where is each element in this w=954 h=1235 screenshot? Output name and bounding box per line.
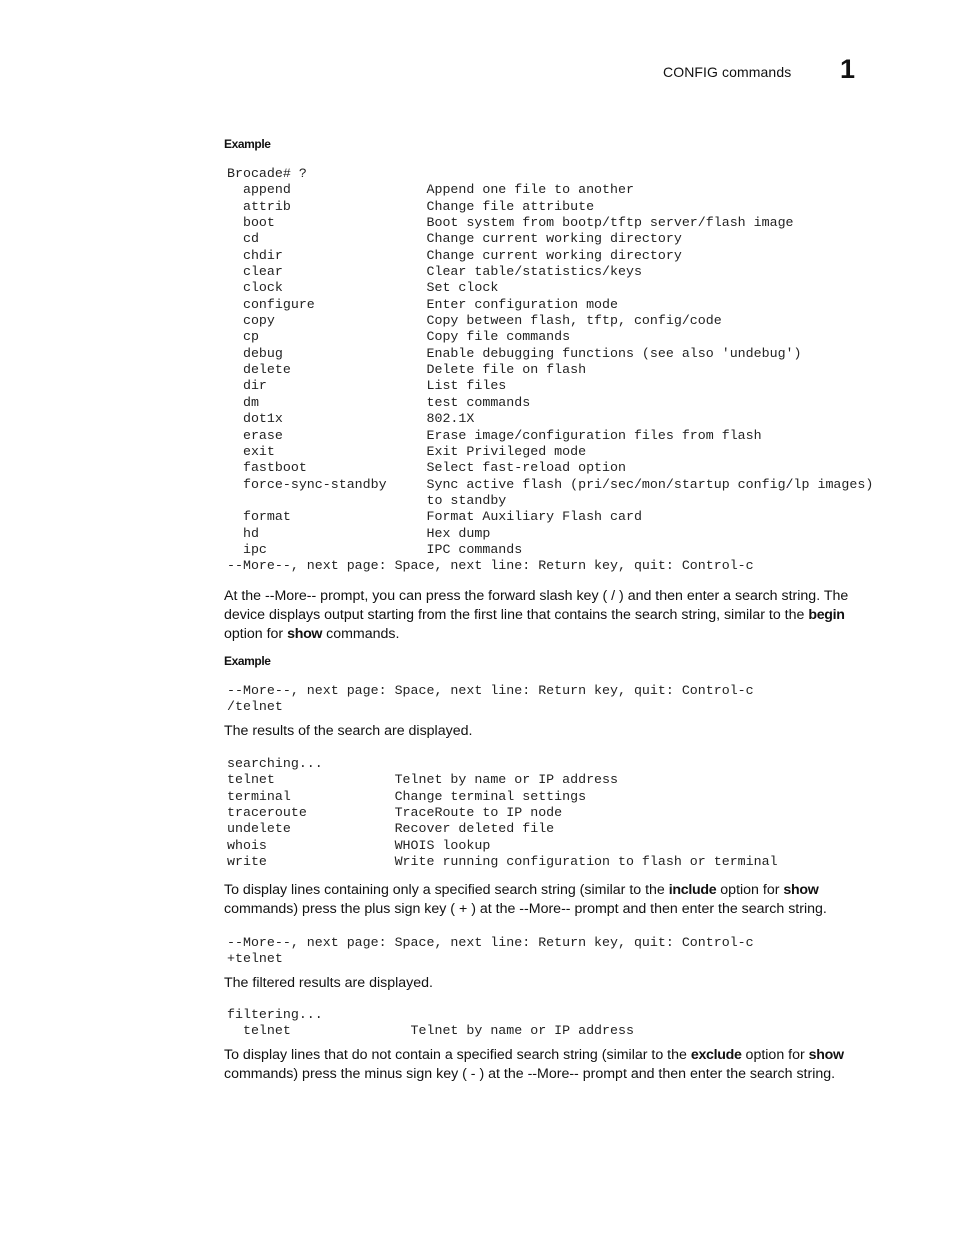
keyword-show: show — [287, 626, 323, 642]
keyword-exclude: exclude — [690, 1047, 742, 1063]
example-label: Example — [224, 654, 271, 668]
code-block-search-output: searching... telnet Telnet by name or IP address terminal Change terminal settings traceroute TraceRoute to IP node undelete Recover deleted file whois WHOIS lookup write Write running configuration to flash or terminal — [227, 756, 778, 870]
paragraph-plus-filter — [224, 881, 874, 919]
paragraph-text: To display lines containing only a specified search string (similar to the — [224, 882, 669, 898]
paragraph-text: option for — [224, 626, 288, 642]
code-block-filter-prompt: --More--, next page: Space, next line: Return key, quit: Control-c +telnet — [227, 935, 754, 967]
paragraph-text: commands) press the plus sign key ( + ) at the --More-- prompt and then enter the search string. — [224, 901, 827, 917]
paragraph-text: option for — [741, 1047, 809, 1063]
code-block-help-output: Brocade# ? append Append one file to another attrib Change file attribute boot Boot system from bootp/tftp server/flash image cd Change current working directory chdir Change current working directory clear Clear table/statistics/keys clock Set clock configure Enter configuration mode copy Copy between flash, tftp, config/code cp Copy file commands debug Enable debugging functions (see also 'undebug') delete Delete file on flash dir List files dm test commands dot1x 802.1X erase Erase image/configuration files from flash exit Exit Privileged mode fastboot Select fast-reload option force-sync-standby Sync active flash (pri/sec/mon/startup config/lp images) to standby format Format Auxiliary Flash card hd Hex dump ipc IPC commands --More--, next page: Space, next line: Return key, quit: Control-c — [227, 166, 874, 574]
paragraph-forward-slash-search — [224, 587, 874, 644]
example-label: Example — [224, 137, 271, 151]
paragraph-filtered-results: The filtered results are displayed. — [224, 975, 433, 991]
paragraph-text: option for — [716, 882, 784, 898]
keyword-begin: begin — [808, 607, 845, 623]
keyword-show: show — [808, 1047, 844, 1063]
chapter-number: 1 — [840, 54, 856, 84]
code-block-filter-output: filtering... telnet Telnet by name or IP address — [227, 1007, 634, 1039]
paragraph-text: At the --More-- prompt, you can press the forward slash key ( / ) and then enter a search string. The device displays output starting from the first line that contains the search string, similar to the — [224, 588, 849, 623]
paragraph-text: commands) press the minus sign key ( - ) at the --More-- prompt and then enter the search string. — [224, 1066, 836, 1082]
keyword-show: show — [783, 882, 819, 898]
code-block-search-prompt: --More--, next page: Space, next line: Return key, quit: Control-c /telnet — [227, 683, 754, 715]
keyword-include: include — [668, 882, 717, 898]
paragraph-minus-exclude — [224, 1046, 874, 1084]
paragraph-search-results: The results of the search are displayed. — [224, 723, 473, 739]
paragraph-text: commands. — [322, 626, 400, 642]
section-title: CONFIG commands — [663, 64, 792, 80]
paragraph-text: To display lines that do not contain a specified search string (similar to the — [224, 1047, 691, 1063]
